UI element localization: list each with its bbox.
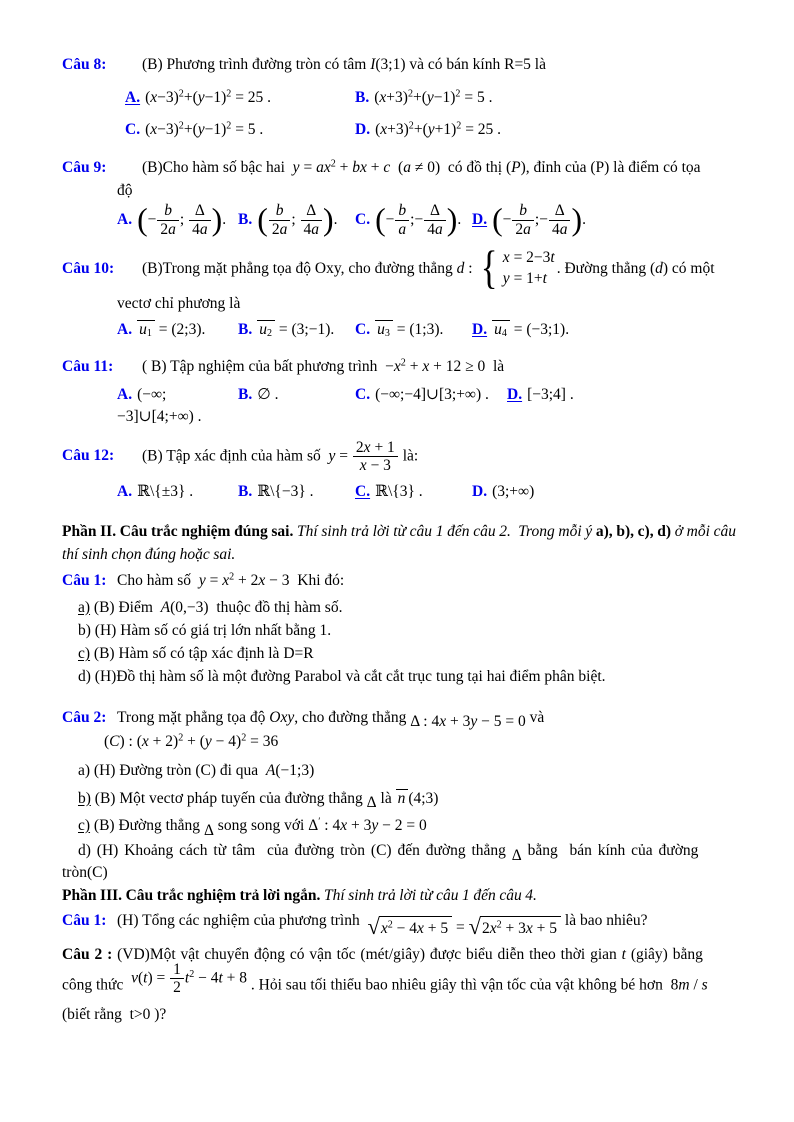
option-b bbox=[238, 481, 355, 503]
question-10-options-row bbox=[62, 319, 736, 341]
option-text: $(x+3)^2+(y+1)^2 = 25$ . bbox=[375, 120, 502, 138]
question-label: Câu 1: bbox=[62, 572, 107, 590]
option-c bbox=[355, 384, 507, 406]
item-text: (H) Hàm số có giá trị lớn nhất bằng 1. bbox=[90, 621, 332, 639]
part2-question-1 bbox=[62, 570, 736, 592]
option-letter: C. bbox=[355, 321, 371, 339]
item-text: (B) Một vectơ pháp tuyến của đường thẳng Δ là n (4;3) bbox=[90, 789, 439, 812]
question-12-options-row bbox=[62, 481, 736, 503]
option-b bbox=[238, 319, 355, 341]
item-marker: a) bbox=[78, 598, 91, 616]
part2-question-2 bbox=[62, 707, 736, 729]
statement-b bbox=[62, 619, 736, 642]
option-a bbox=[117, 481, 238, 503]
option-b bbox=[355, 87, 736, 109]
question-text: (B) Phương trình đường tròn có tâm I(3;1) và có bán kính R=5 là bbox=[142, 56, 546, 73]
item-marker: d) bbox=[78, 842, 91, 860]
question-label: Câu 8: bbox=[62, 56, 107, 73]
option-text: ℝ\{−3} . bbox=[257, 482, 314, 500]
question-label: Câu 1: bbox=[62, 912, 107, 930]
item-marker: c) bbox=[78, 816, 91, 834]
question-text: (B)Cho hàm số bậc hai $y = ax^2$ + bx + c (a ≠ 0) có đồ thị (P), đỉnh của (P) là điểm có tọa bbox=[142, 158, 701, 177]
statement-d bbox=[62, 665, 736, 688]
statement-b bbox=[62, 787, 736, 810]
option-b bbox=[238, 202, 355, 238]
item-text: (H) Khoảng cách từ tâm của đường tròn (C) đến đường thẳng Δ bằng bán kính của đường bbox=[90, 842, 699, 864]
question-text: Trong mặt phẳng tọa độ Oxy, cho đường thẳng Δ : 4x + 3y − 5 = 0 và bbox=[117, 708, 545, 731]
option-letter: B. bbox=[238, 482, 253, 500]
option-d bbox=[472, 202, 736, 238]
option-d bbox=[472, 481, 736, 503]
circle-equation: (C) : $(x + 2)^2 + (y - 4)^2 = 36$ bbox=[104, 732, 279, 750]
option-text: $(x-3)^2+(y-1)^2 = 5$ . bbox=[145, 120, 264, 138]
option-c bbox=[355, 319, 472, 341]
option-letter: B. bbox=[238, 385, 253, 403]
statement-d-continued: tròn(C) bbox=[62, 864, 108, 882]
option-letter: C. bbox=[355, 482, 371, 500]
option-text: (− $\frac{b}{2a}$ ; $\frac{\Delta}{4a}$ ). bbox=[137, 201, 227, 238]
option-d bbox=[355, 119, 736, 141]
section-2-header: Phần II. Câu trắc nghiệm đúng sai. Thí sinh trả lời từ câu 1 đến câu 2. Trong mỗi ý a), b), c), d) ở mỗi câu thí sinh chọn đúng hoặc sai. bbox=[62, 523, 740, 563]
option-letter: D. bbox=[355, 120, 371, 138]
item-marker: b) bbox=[78, 621, 91, 639]
option-letter: C. bbox=[355, 210, 371, 228]
option-text: $(x-3)^2+(y-1)^2 = 25$ . bbox=[145, 88, 272, 107]
item-text: (H) Đường tròn (C) đi qua A(−1;3) bbox=[90, 762, 315, 780]
question-8 bbox=[62, 54, 736, 76]
option-letter: C. bbox=[355, 385, 371, 403]
option-d bbox=[507, 384, 736, 406]
item-text: (B) Hàm số có tập xác định là D=R bbox=[90, 645, 314, 662]
question-10-text-continued: vectơ chỉ phương là bbox=[117, 294, 241, 312]
option-c bbox=[355, 202, 472, 238]
option-c bbox=[355, 481, 472, 503]
part3-question-2-line1: Câu 2 : (VD)Một vật chuyển động có vận tốc (mét/giây) được biểu diễn theo thời gian t (giây) bằng bbox=[62, 945, 703, 963]
question-11 bbox=[62, 356, 736, 378]
item-marker: c) bbox=[78, 645, 91, 662]
statement-c bbox=[62, 814, 736, 837]
option-text: (− $\frac{b}{a}$ ;− $\frac{\Delta}{4a}$ ). bbox=[375, 201, 462, 238]
option-letter: A. bbox=[117, 210, 133, 228]
question-11-options-row bbox=[62, 384, 736, 429]
question-9-text-continued: độ bbox=[117, 181, 133, 199]
part3-question-2-line3: (biết rằng t>0 )? bbox=[62, 1006, 167, 1024]
section-3-header: Phần III. Câu trắc nghiệm trả lời ngắn. Thí sinh trả lời từ câu 1 đến câu 4. bbox=[62, 886, 537, 904]
statement-a bbox=[62, 596, 736, 619]
item-text: (B) Điểm A(0,−3) thuộc đồ thị hàm số. bbox=[90, 598, 343, 616]
option-text: u4 = (−3;1). bbox=[494, 321, 570, 340]
question-9-options-row bbox=[62, 202, 736, 238]
option-letter: D. bbox=[472, 482, 488, 500]
option-text: u1 = (2;3). bbox=[139, 321, 206, 340]
question-text: Cho hàm số $y = x^2 + 2x - 3$ Khi đó: bbox=[117, 571, 345, 590]
question-label: Câu 10: bbox=[62, 259, 115, 277]
option-text: [−3;4] . bbox=[527, 385, 574, 403]
option-letter: B. bbox=[355, 89, 370, 107]
option-letter: A. bbox=[125, 89, 141, 107]
statement-a bbox=[62, 759, 736, 782]
option-letter: A. bbox=[117, 321, 133, 339]
option-letter: C. bbox=[125, 120, 141, 138]
item-marker: a) bbox=[78, 762, 91, 780]
option-letter: A. bbox=[117, 482, 133, 500]
question-9 bbox=[62, 157, 736, 179]
question-text: ( B) Tập nghiệm của bất phương trình $-x^2 + x + 12 \ge 0$ là bbox=[142, 356, 505, 375]
item-marker: b) bbox=[78, 789, 91, 807]
option-text: $(x+3)^2+(y-1)^2 = 5$ . bbox=[374, 88, 493, 107]
option-letter: A. bbox=[117, 385, 133, 403]
option-d bbox=[472, 319, 736, 341]
option-text: ( $\frac{b}{2a}$ ; $\frac{\Delta}{4a}$ ). bbox=[257, 201, 338, 238]
option-text: (−∞;−4]∪[3;+∞) . bbox=[375, 385, 489, 403]
option-letter: B. bbox=[238, 210, 253, 228]
question-label: Câu 11: bbox=[62, 357, 114, 375]
option-a bbox=[117, 319, 238, 341]
item-text: (H)Đồ thị hàm số là một đường Parabol và cắt cắt trục tung tại hai điểm phân biệt. bbox=[90, 668, 606, 686]
option-text: ℝ\{3} . bbox=[375, 482, 423, 500]
question-text: (H) Tổng các nghiệm của phương trình √ $x^2 - 4x + 5$ = √ $2x^2 + 3x + 5$ là bao nhiêu? bbox=[117, 912, 648, 940]
part3-question-1 bbox=[62, 909, 736, 940]
option-text: u3 = (1;3). bbox=[377, 321, 444, 340]
option-text: (−∞;−3]∪[4;+∞) . bbox=[117, 385, 202, 426]
option-text: (− $\frac{b}{2a}$ ;− $\frac{\Delta}{4a}$ ). bbox=[492, 201, 586, 238]
question-text: (B)Trong mặt phẳng tọa độ Oxy, cho đường thẳng d : { x = 2−3t y = 1+t . Đường thẳng (d) có một bbox=[142, 243, 715, 295]
option-a bbox=[117, 202, 238, 238]
option-text: (3;+∞) bbox=[492, 482, 535, 500]
option-text: ℝ\{±3} . bbox=[137, 482, 194, 500]
question-label: Câu 12: bbox=[62, 447, 115, 465]
option-letter: D. bbox=[472, 210, 488, 228]
option-letter: B. bbox=[238, 321, 253, 339]
part3-question-2-line2: công thức v(t) = $\frac{1}{2}$ $t^2 - 4t + 8$ . Hỏi sau tối thiểu bao nhiêu giây thì vận tốc của vật không bé hơn 8m / s bbox=[62, 960, 708, 996]
option-a bbox=[125, 87, 355, 109]
option-letter: D. bbox=[472, 321, 488, 339]
statement-d bbox=[62, 839, 736, 862]
question-8-options-row-2 bbox=[62, 119, 736, 141]
option-c bbox=[125, 119, 355, 141]
statement-c bbox=[62, 642, 736, 665]
item-marker: d) bbox=[78, 668, 91, 686]
option-letter: D. bbox=[507, 385, 523, 403]
option-text: ∅ . bbox=[257, 385, 279, 403]
option-a bbox=[117, 384, 238, 429]
item-text: (B) Đường thẳng Δ song song với Δ′ : 4x + 3y − 2 = 0 bbox=[90, 816, 427, 839]
question-text: (B) Tập xác định của hàm số y = $\frac{2x + 1}{x - 3}$ là: bbox=[142, 438, 419, 475]
option-text: u2 = (3;−1). bbox=[259, 321, 335, 340]
option-b bbox=[238, 384, 355, 406]
question-label: Câu 9: bbox=[62, 159, 107, 177]
question-10 bbox=[62, 243, 736, 295]
question-8-options-row-1 bbox=[62, 87, 736, 109]
question-label: Câu 2: bbox=[62, 708, 107, 726]
question-12 bbox=[62, 439, 736, 475]
